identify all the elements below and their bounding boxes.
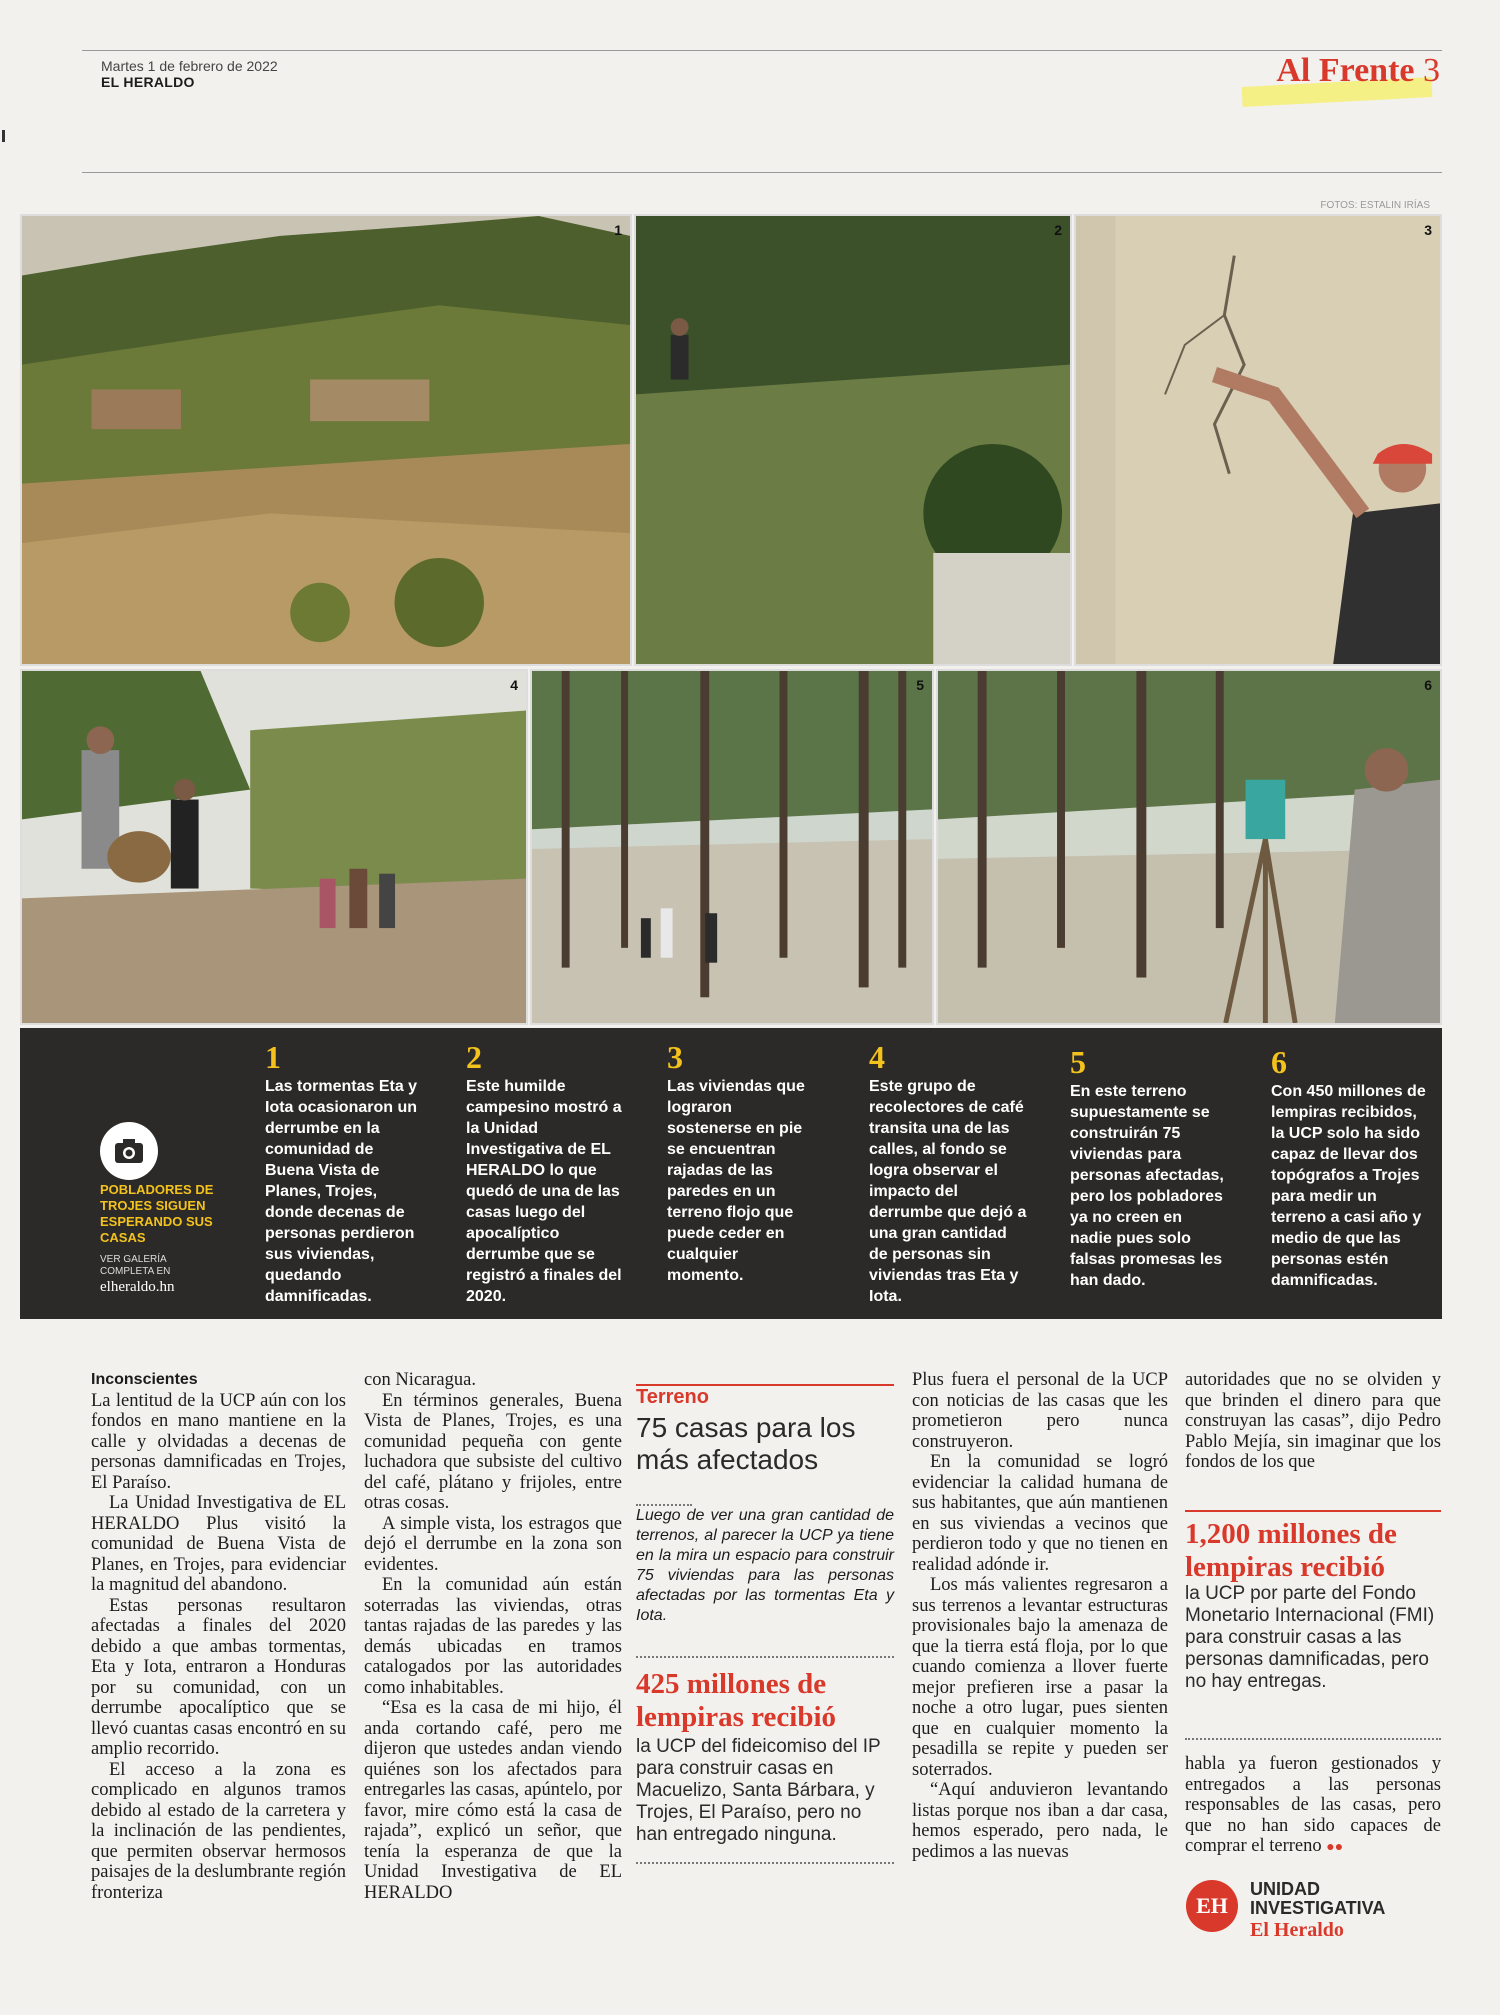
caption-number: 2	[466, 1039, 482, 1075]
photo-number: 6	[1424, 677, 1432, 693]
article-column-1	[91, 1370, 346, 1903]
photo-1-landslide	[20, 214, 632, 666]
article-column-5-top	[1185, 1370, 1441, 1473]
photo-number: 5	[916, 677, 924, 693]
paragraph: Los más valientes regresaron a sus terrenos a levantar estructuras provisionales bajo la amenaza de que la tierra está floja, por lo que cuando comienza a llover fuerte mejor prefieren irse a pasar la noche a otro lugar, pues sienten que en cualquier momento la pesadilla se repite y pueden ser soterrados.	[912, 1575, 1168, 1780]
factbox-1-text: la UCP del fideicomiso del IP para construir casas en Macuelizo, Santa Bárbara, y Trojes, El Paraíso, pero no han entregado ninguna.	[636, 1736, 881, 1845]
photo-5-pine-forest	[530, 669, 934, 1025]
subhead-inconscientes: Inconscientes	[91, 1371, 198, 1388]
coffee-pickers-image	[22, 671, 526, 1023]
end-mark: ●●	[1326, 1840, 1344, 1855]
caption-text: En este terreno supuestamente se construirán 75 viviendas para personas afectadas, pero los pobladores ya no creen en nadie pues solo falsas promesas les han dado.	[1070, 1083, 1224, 1289]
photo-4-coffee-pickers	[20, 669, 528, 1025]
caption-2	[466, 1040, 626, 1307]
surveyor-image	[938, 671, 1440, 1023]
photo-number: 3	[1424, 222, 1432, 238]
eh-logo: EH	[1186, 1880, 1238, 1932]
factbox-1-top-rule	[636, 1656, 894, 1658]
article-column-4	[912, 1370, 1168, 1862]
sidebar-kicker: Terreno	[636, 1386, 709, 1408]
caption-number: 1	[265, 1039, 281, 1075]
article-column-2	[364, 1370, 622, 1903]
caption-3	[667, 1040, 817, 1286]
factbox-2-bottom-rule	[1185, 1738, 1441, 1740]
gallery-tagline: POBLADORES DE TROJES SIGUEN ESPERANDO SUS CASAS	[100, 1182, 214, 1245]
photo-number: 1	[614, 222, 622, 238]
gallery-note-line2: COMPLETA EN	[100, 1266, 171, 1277]
gallery-link[interactable]: elheraldo.hn	[100, 1279, 175, 1295]
factbox-2-text: la UCP por parte del Fondo Monetario Internacional (FMI) para construir casas a las personas damnificadas, pero no hay entregas.	[1185, 1583, 1435, 1692]
unit-name-line1: UNIDAD	[1250, 1879, 1320, 1899]
paragraph: “Aquí anduvieron levantando listas porque nos iban a dar casa, hemos esperado, pero nada, le pedimos a las nuevas	[912, 1780, 1168, 1862]
unit-name	[1250, 1880, 1385, 1918]
sidebar-lead: Luego de ver una gran cantidad de terrenos, al parecer la UCP ya tiene en la mira un espacio para construir 75 viviendas para las personas afectadas por las tormentas Eta y Iota.	[636, 1507, 894, 1624]
paragraph: A simple vista, los estragos que dejó el derrumbe en la zona son evidentes.	[364, 1513, 622, 1575]
camera-icon	[100, 1122, 158, 1180]
unit-paper: El Heraldo	[1250, 1919, 1344, 1941]
page-edge-mark	[2, 130, 5, 142]
photo-6-surveyor	[936, 669, 1442, 1025]
article-column-5-bottom	[1185, 1754, 1441, 1859]
factbox-1-bottom-rule	[636, 1862, 894, 1864]
paragraph: Plus fuera el personal de la UCP con noticias de las casas que les prometieron pero nunca construyeron.	[912, 1370, 1168, 1452]
caption-5	[1070, 1045, 1225, 1291]
paragraph: “Esa es la casa de mi hijo, él anda cortando café, pero me dijeron que ustedes andan viendo quiénes son los afectados para entregarles las casas, apúntelo, por favor, mire cómo está la casa de rajada”, explicó un señor, que tenía la esperanza de que la Unidad Investigativa de EL HERALDO	[364, 1698, 622, 1903]
unit-name-line2: INVESTIGATIVA	[1250, 1898, 1386, 1918]
section-name: Al Frente	[1276, 52, 1415, 89]
paragraph: autoridades que no se olviden y que brinden el dinero para que construyan las casas”, dijo Pedro Pablo Mejía, sin imaginar que los fondos de los que	[1185, 1370, 1441, 1472]
caption-number: 6	[1271, 1044, 1287, 1080]
issue-date: Martes 1 de febrero de 2022	[101, 58, 278, 74]
closing-text: habla ya fueron gestionados y entregados a las personas responsables de las casas, pero que no han sido capaces de comprar el terreno	[1185, 1754, 1441, 1856]
caption-text: Las tormentas Eta y Iota ocasionaron un derrumbe en la comunidad de Buena Vista de Planes, Trojes, donde decenas de personas perdieron sus viviendas, quedando damnificadas.	[265, 1078, 418, 1305]
caption-number: 5	[1070, 1044, 1086, 1080]
photo-number: 2	[1054, 222, 1062, 238]
caption-text: Las viviendas que lograron sostenerse en pie se encuentran rajadas de las paredes en un terreno flojo que puede ceder en cualquier momento.	[667, 1078, 805, 1284]
paragraph: En la comunidad se logró evidenciar la calidad humana de sus habitantes, que aún mantienen en sus viviendas a vecinos que perdieron todo y que no tienen en realidad adónde ir.	[912, 1452, 1168, 1575]
caption-text: Este grupo de recolectores de café transita una de las calles, al fondo se logra observar el impacto del derrumbe que dejó a una gran cantidad de personas sin viviendas tras Eta y Iota.	[869, 1078, 1027, 1305]
gallery-note-line1: VER GALERÍA	[100, 1254, 167, 1265]
factbox-2-top-rule	[1185, 1510, 1441, 1512]
photo-3-cracked-wall	[1074, 214, 1442, 666]
paragraph: con Nicaragua.	[364, 1370, 476, 1390]
section-title	[1276, 52, 1440, 90]
caption-number: 3	[667, 1039, 683, 1075]
caption-1	[265, 1040, 425, 1307]
page-number: 3	[1423, 52, 1440, 89]
paragraph: En la comunidad aún están soterradas las viviendas, otras tantas rajadas de las paredes y las demás ubicadas en tramos catalogados por las autoridades como inhabitables.	[364, 1575, 622, 1698]
paragraph: En términos generales, Buena Vista de Planes, Trojes, es una comunidad pequeña con gente luchadora que subsiste del cultivo del café, plátano y frijoles, entre otras cosas.	[364, 1390, 622, 1513]
photo-credit: FOTOS: ESTALIN IRÍAS	[1320, 200, 1430, 211]
farmer-image	[636, 216, 1070, 664]
caption-text: Este humilde campesino mostró a la Unidad Investigativa de EL HERALDO lo que quedó de una de las casas luego del apocalíptico derrumbe que se registró a finales del 2020.	[466, 1078, 622, 1305]
header-top-rule	[82, 50, 1442, 51]
paragraph-closing	[1185, 1754, 1441, 1859]
gallery-note	[100, 1254, 170, 1278]
paragraph: La lentitud de la UCP aún con los fondos en mano mantiene en la calle y olvidadas a decenas de personas damnificadas en Trojes, El Paraíso.	[91, 1390, 346, 1493]
paragraph: La Unidad Investigativa de EL HERALDO Plus visitó la comunidad de Buena Vista de Planes, en Trojes, para evidenciar la magnitud del abandono.	[91, 1493, 346, 1595]
landslide-image	[22, 216, 630, 664]
caption-6	[1271, 1045, 1431, 1291]
caption-4	[869, 1040, 1029, 1307]
sidebar-headline: 75 casas para los más afectados	[636, 1412, 856, 1475]
header-bottom-rule	[82, 172, 1442, 173]
caption-text: Con 450 millones de lempiras recibidos, la UCP solo ha sido capaz de llevar dos topógrafos a Trojes para medir un terreno a casi año y medio de que las personas estén damnificadas.	[1271, 1083, 1426, 1289]
pine-forest-image	[532, 671, 932, 1023]
cracked-wall-image	[1076, 216, 1440, 664]
photo-2-farmer	[634, 214, 1072, 666]
paragraph: Estas personas resultaron afectadas a finales del 2020 debido a que ambas tormentas, Eta y Iota, entraron a Honduras por su comunidad, con un derrumbe apocalíptico que se llevó cuantas casas encontró en su amplio recorrido.	[91, 1595, 346, 1759]
factbox-2-figure: 1,200 millones de lempiras recibió	[1185, 1518, 1397, 1583]
caption-number: 4	[869, 1039, 885, 1075]
photo-number: 4	[510, 677, 518, 693]
paragraph: El acceso a la zona es complicado en algunos tramos debido al estado de la carretera y la inclinación de las pendientes, que permiten observar hermosos paisajes de la deslumbrante región fronteriza	[91, 1759, 346, 1903]
factbox-1-figure: 425 millones de lempiras recibió	[636, 1668, 837, 1733]
newspaper-name: EL HERALDO	[101, 74, 195, 90]
camera-glyph	[100, 1122, 158, 1180]
